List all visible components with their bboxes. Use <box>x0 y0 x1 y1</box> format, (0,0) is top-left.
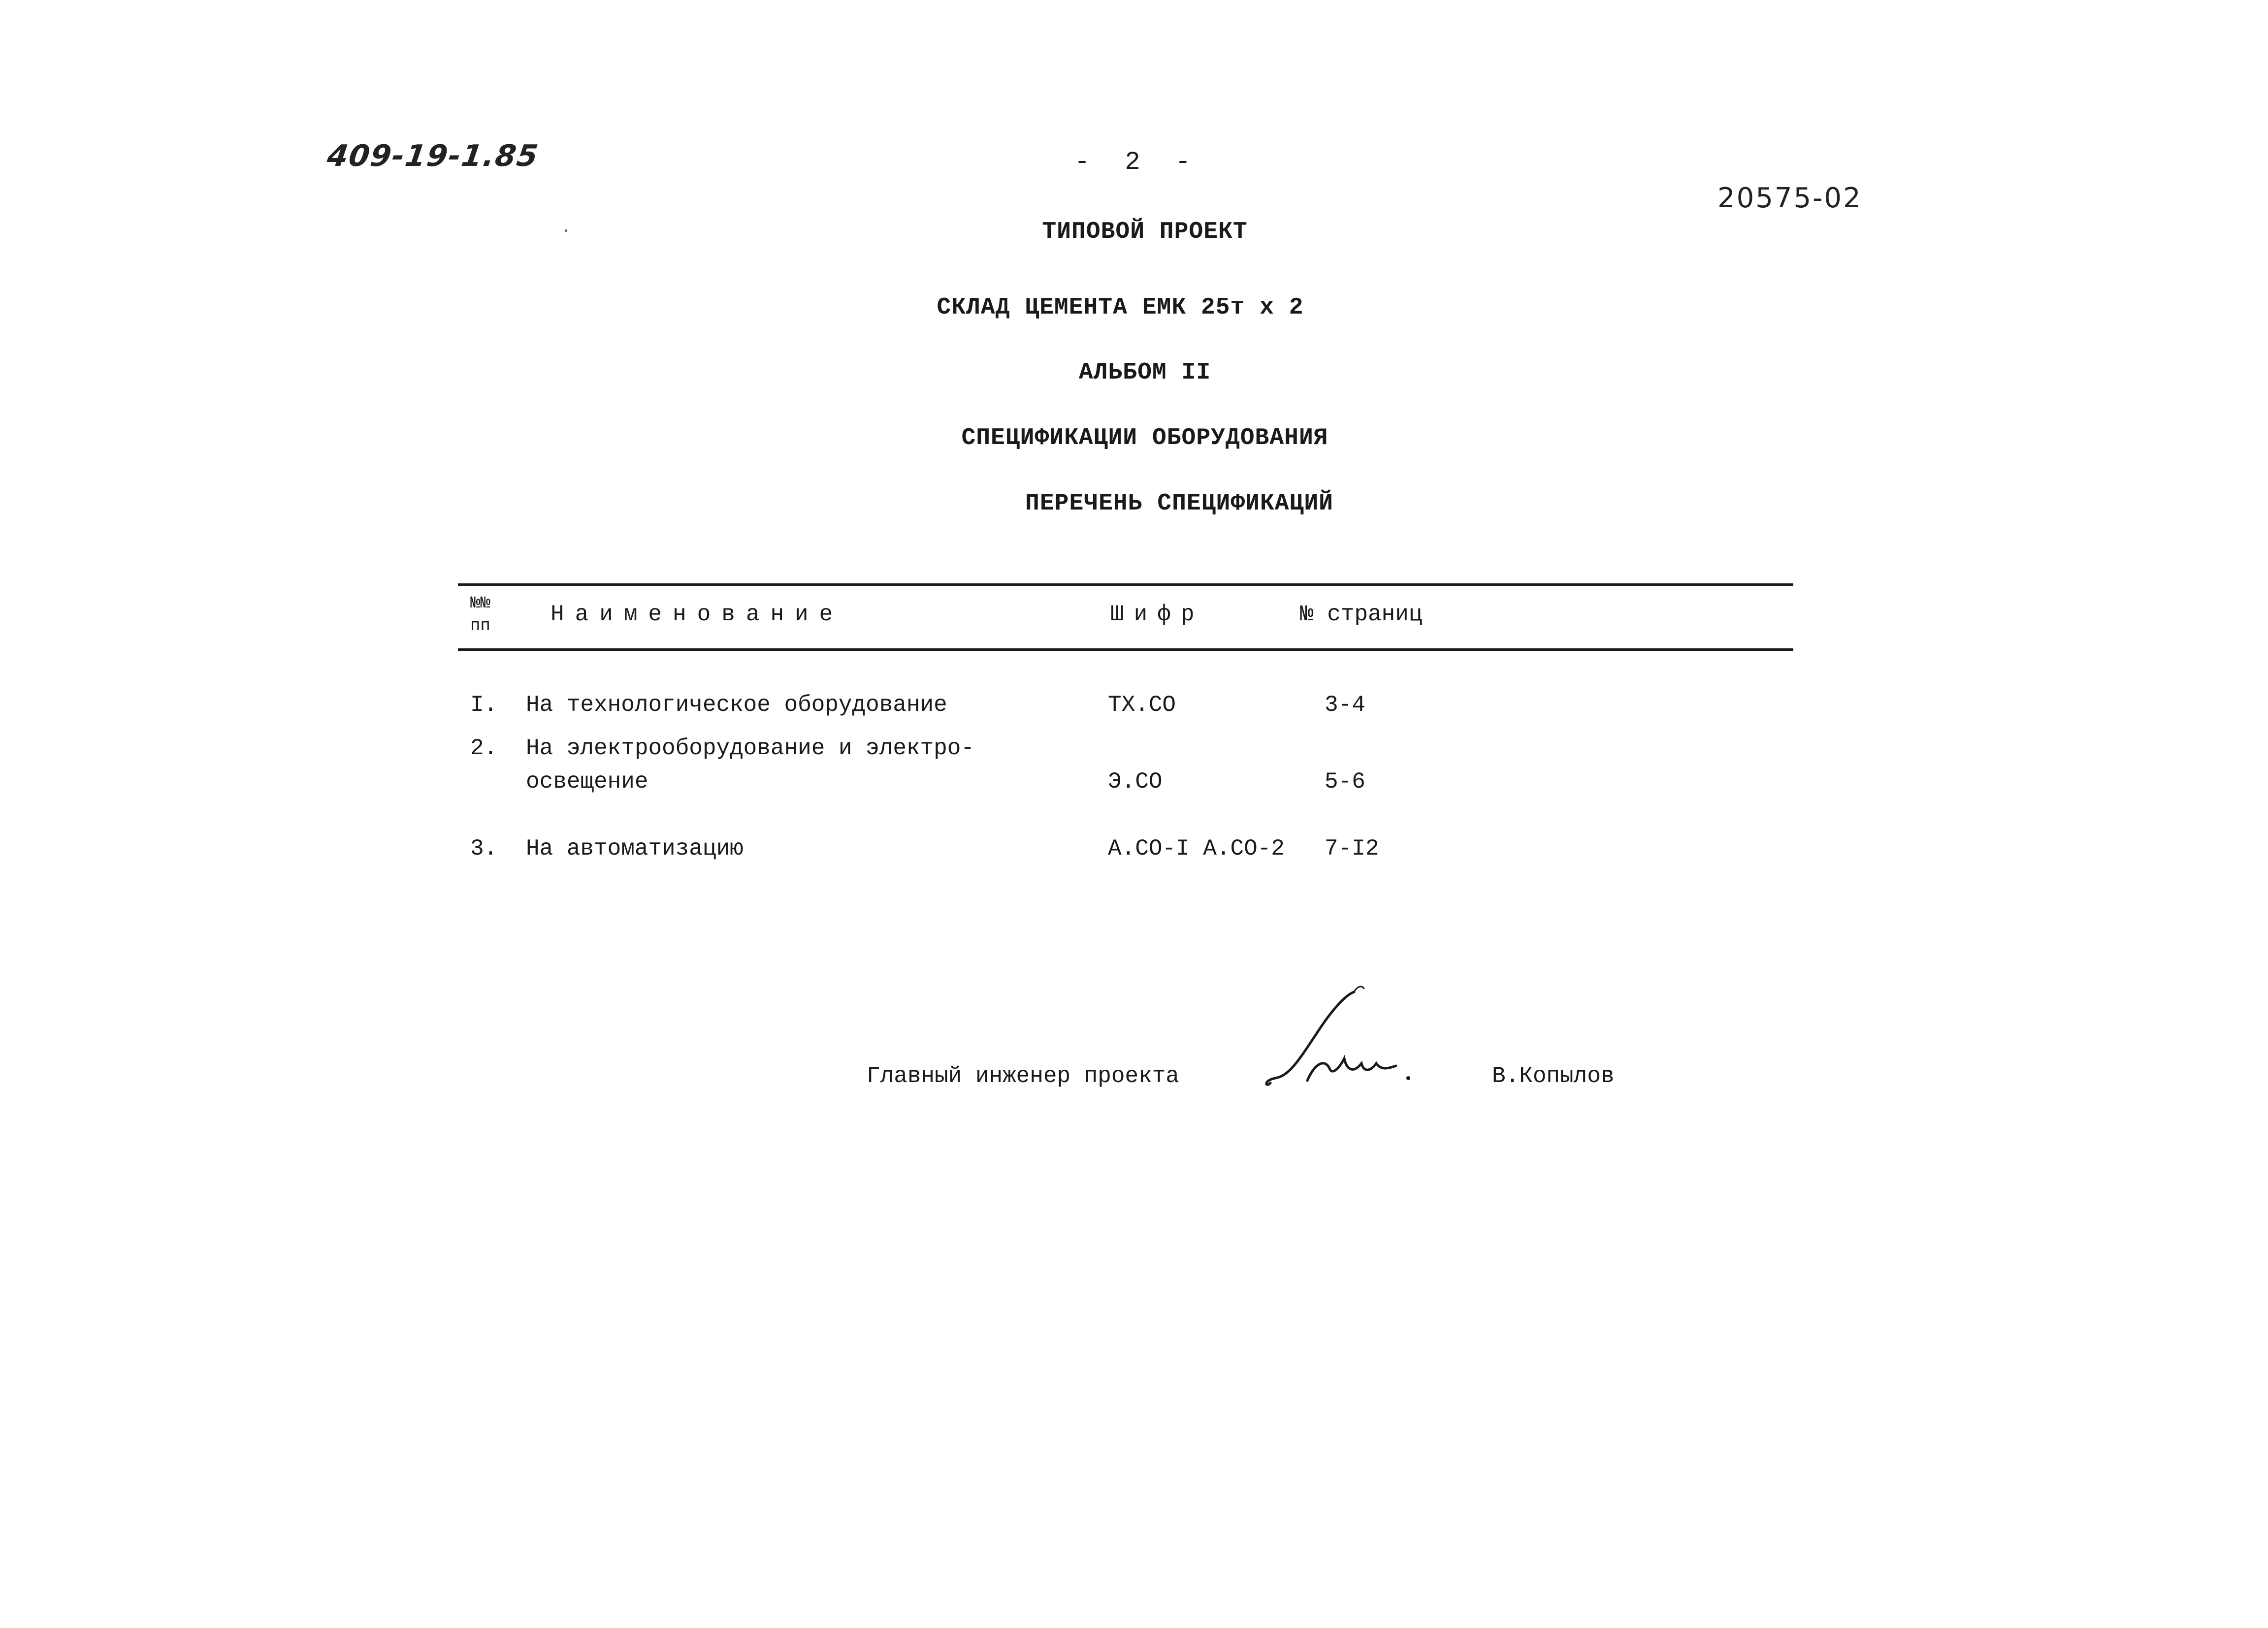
row-pages: 5-6 <box>1325 769 1365 795</box>
page-number: - 2 - <box>1074 148 1201 177</box>
scan-speck <box>565 229 567 232</box>
row-number: I. <box>470 692 498 718</box>
row-name <box>526 732 1068 798</box>
table-top-rule <box>458 583 1793 586</box>
row-code: ТХ.СО <box>1108 692 1176 718</box>
column-header-number-line1: №№ <box>470 594 490 613</box>
row-code-line: А.СО-I <box>1108 836 1190 862</box>
inventory-number: 20575-02 <box>1717 182 1862 214</box>
column-header-number <box>470 592 510 638</box>
row-name-line: На электрооборудование и электро- <box>526 735 974 761</box>
column-header-name: Наименование <box>551 602 844 627</box>
row-code-line: А.СО-2 <box>1203 836 1285 862</box>
table-header-rule <box>458 648 1793 651</box>
row-code: Э.СО <box>1108 769 1163 795</box>
row-number: 3. <box>470 836 498 862</box>
column-header-number-line2: пп <box>470 617 490 636</box>
column-header-code: Шифр <box>1110 602 1204 627</box>
section-heading: СПЕЦИФИКАЦИИ ОБОРУДОВАНИЯ <box>961 425 1328 451</box>
project-type-heading: ТИПОВОЙ ПРОЕКТ <box>1042 219 1248 245</box>
row-name <box>526 832 1068 865</box>
column-header-pages: № страниц <box>1300 602 1423 627</box>
row-name <box>526 688 1068 722</box>
album-heading: АЛЬБОМ II <box>1078 359 1211 386</box>
signatory-title: Главный инженер проекта <box>867 1063 1179 1089</box>
row-pages: 3-4 <box>1325 692 1365 718</box>
row-name-line: На технологическое оборудование <box>526 692 947 718</box>
row-pages: 7-I2 <box>1325 836 1379 862</box>
project-name-heading: СКЛАД ЦЕМЕНТА ЕМК 25т х 2 <box>937 294 1304 321</box>
row-number: 2. <box>470 735 498 761</box>
handwritten-signature <box>1261 985 1438 1103</box>
list-title-heading: ПЕРЕЧЕНЬ СПЕЦИФИКАЦИЙ <box>1025 490 1333 517</box>
row-code <box>1108 832 1285 865</box>
document-number: 409-19-1.85 <box>325 139 541 173</box>
row-name-line: освещение <box>526 769 648 795</box>
row-name-line: На автоматизацию <box>526 836 744 862</box>
signatory-name: В.Копылов <box>1492 1063 1615 1089</box>
